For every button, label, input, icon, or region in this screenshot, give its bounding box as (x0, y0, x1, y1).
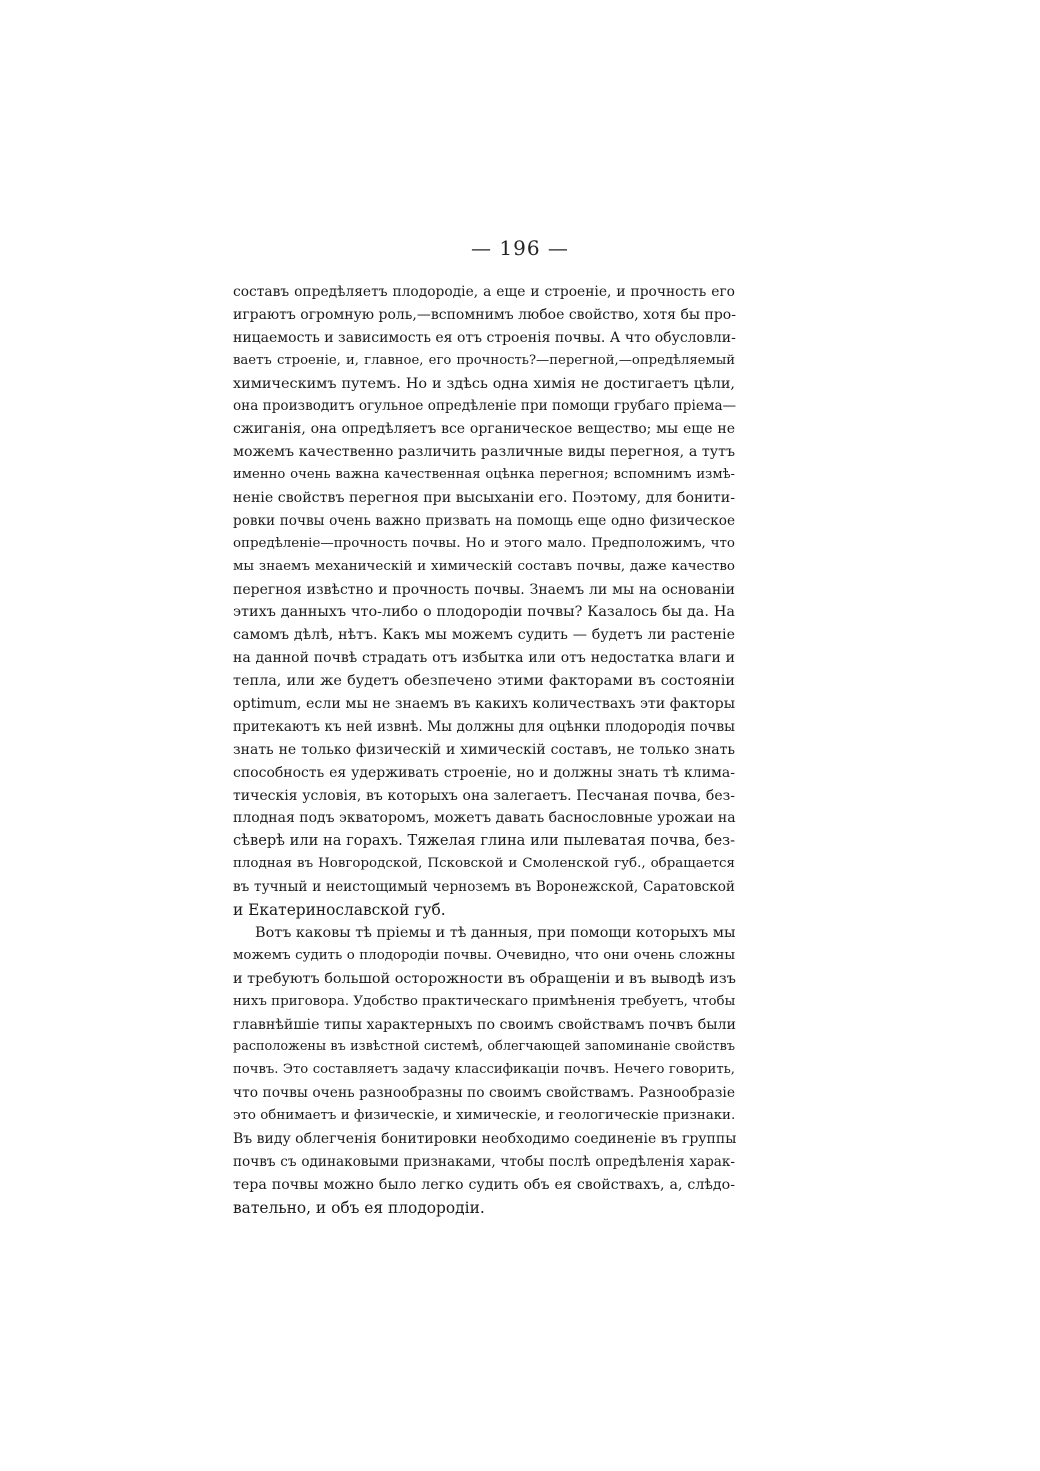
text-line: притекаютъ къ ней извнѣ. Мы должны для оцѣнки плодородія почвы (233, 718, 735, 735)
text-line: именно очень важна качественная оцѣнка перегноя; вспомнимъ измѣ- (233, 467, 735, 483)
text-line: Въ виду облегченія бонитировки необходимо соединеніе въ группы (233, 1130, 737, 1147)
text-line: химическимъ путемъ. Но и здѣсь одна химія не достигаетъ цѣли, (233, 375, 735, 392)
text-line: расположены въ извѣстной системѣ, облегчающей запоминаніе свойствъ (233, 1039, 735, 1055)
text-line: ваетъ строеніе, и, главное, его прочность?—перегной,—опредѣляемый (233, 352, 735, 368)
text-line: сѣверѣ или на горахъ. Тяжелая глина или пылеватая почва, без- (233, 832, 735, 850)
text-line: optimum, если мы не знаемъ въ какихъ количествахъ эти факторы (233, 696, 735, 713)
text-line: главнѣйшіе типы характерныхъ по своимъ свойствамъ почвъ были (233, 1016, 736, 1033)
text-line: составъ опредѣляетъ плодородіе, а еще и строеніе, и прочность его (233, 284, 735, 300)
page-number: — 196 — (471, 236, 569, 260)
text-line: знать не только физическій и химическій составъ, не только знать (233, 741, 735, 758)
text-line: можемъ судить о плодородіи почвы. Очевидно, что они очень сложны (233, 947, 735, 963)
text-line: неніе свойствъ перегноя при высыханіи его. Поэтому, для бонити- (233, 490, 736, 507)
text-line: почвъ съ одинаковыми признаками, чтобы послѣ опредѣленія харак- (233, 1153, 735, 1170)
paragraph-2 (233, 922, 735, 1220)
text-line: ровки почвы очень важно призвать на помощь еще одно физическое (233, 512, 735, 529)
text-line: Вотъ каковы тѣ пріемы и тѣ данныя, при помощи которыхъ мы (255, 924, 736, 941)
text-line: этихъ данныхъ что-либо о плодородіи почвы? Казалось бы да. На (233, 604, 735, 621)
text-line: плодная подъ экваторомъ, можетъ давать баснословные урожаи на (233, 810, 736, 827)
text-line: вательно, и объ ея плодородіи. (233, 1198, 485, 1217)
text-line: въ тучный и неистощимый черноземъ въ Воронежской, Саратовской (233, 879, 735, 896)
paragraph-1 (233, 281, 735, 922)
text-line: способность ея удерживать строеніе, но и должны знать тѣ клима- (233, 764, 735, 781)
text-line: и требуютъ большой осторожности въ обращеніи и въ выводѣ изъ (233, 970, 736, 987)
text-line: тепла, или же будетъ обезпечено этими факторами въ состояніи (233, 673, 735, 690)
text-line: нихъ приговора. Удобство практическаго примѣненія требуетъ, чтобы (233, 993, 736, 1009)
text-line: опредѣленіе—прочность почвы. Но и этого мало. Предположимъ, что (233, 535, 735, 551)
text-line: самомъ дѣлѣ, нѣтъ. Какъ мы можемъ судить — будетъ ли растеніе (233, 627, 735, 644)
text-line: можемъ качественно различить различные виды перегноя, а тутъ (233, 444, 735, 461)
text-line: на данной почвѣ страдать отъ избытка или отъ недостатка влаги и (233, 650, 735, 667)
text-line: сжиганія, она опредѣляетъ все органическое вещество; мы еще не (233, 421, 735, 438)
text-line: и Екатеринославской губ. (233, 901, 446, 920)
text-line: что почвы очень разнообразны по своимъ свойствамъ. Разнообразіе (233, 1085, 735, 1102)
text-line: ницаемость и зависимость ея отъ строенія почвы. А что обусловли- (233, 329, 736, 346)
text-line: играютъ огромную роль,—вспомнимъ любое свойство, хотя бы про- (233, 306, 736, 323)
text-line: почвъ. Это составляетъ задачу классификаціи почвъ. Нечего говорить, (233, 1062, 735, 1078)
text-line: она производитъ огульное опредѣленіе при помощи грубаго пріема— (233, 398, 737, 415)
text-line: мы знаемъ механическій и химическій составъ почвы, даже качество (233, 558, 735, 574)
text-line: это обнимаетъ и физическіе, и химическіе, и геологическіе признаки. (233, 1108, 736, 1124)
text-line: тическія условія, въ которыхъ она залегаетъ. Песчаная почва, без- (233, 787, 735, 804)
text-line: перегноя извѣстно и прочность почвы. Знаемъ ли мы на основаніи (233, 581, 735, 598)
body-text (233, 281, 735, 1220)
text-line: тера почвы можно было легко судить объ ея свойствахъ, а, слѣдо- (233, 1176, 735, 1193)
text-line: плодная въ Новгородской, Псковской и Смоленской губ., обращается (233, 856, 735, 872)
